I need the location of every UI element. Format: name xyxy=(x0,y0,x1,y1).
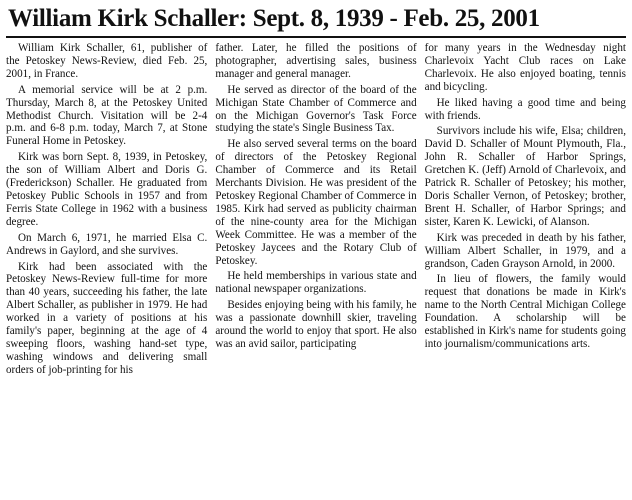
paragraph: father. Later, he filled the positions of photographer, advertising sales, business manager and general manager. xyxy=(215,42,417,80)
column-3 xyxy=(425,42,626,380)
paragraph: William Kirk Schaller, 61, publisher of the Petoskey News-Review, died Feb. 25, 2001, in France. xyxy=(6,42,208,80)
paragraph: Survivors include his wife, Elsa; children, David D. Schaller of Mount Plymouth, Fla., John R. Schaller of Harbor Springs, Gretchen K. (Jeff) Arnold of Charlevoix, and Patrick R. Schaller of Petoskey; his mother, Doris Schaller Vernon, of Petoskey; brother, Brent H. Schaller, of Harbor Springs; and sister, Karen K. Lewicki, of Alanson. xyxy=(424,125,626,228)
paragraph: On March 6, 1971, he married Elsa C. Andrews in Gaylord, and she survives. xyxy=(6,231,208,257)
paragraph: In lieu of flowers, the family would request that donations be made in Kirk's name to the North Central Michigan College Foundation. A scholarship will be established in Kirk's name for students going into journalism/communications arts. xyxy=(424,273,626,350)
paragraph: He also served several terms on the board of directors of the Petoskey Regional Chamber of Commerce and its Retail Merchants Division. He was president of the Petoskey Regional Chamber of Commerce in 1985. Kirk had served as publicity chairman of the nine-county area for the Michigan Week Committee. He was a member of the Petoskey Jaycees and the Rotary Club of Petoskey. xyxy=(215,138,417,267)
paragraph: A memorial service will be at 2 p.m. Thursday, March 8, at the Petoskey United Methodist Church. Visitation will be 2-4 p.m. and 6-8 p.m. today, March 7, at Stone Funeral Home in Petoskey. xyxy=(6,83,208,148)
column-2 xyxy=(215,42,416,380)
paragraph: for many years in the Wednesday night Charlevoix Yacht Club races on Lake Charlevoix. He also enjoyed boating, tennis and bicycling. xyxy=(424,42,626,93)
paragraph: Besides enjoying being with his family, he was a passionate downhill skier, traveling around the world to enjoy that sport. He also was an avid sailor, participating xyxy=(215,299,417,350)
headline-rule xyxy=(6,36,626,38)
column-1 xyxy=(6,42,207,380)
paragraph: He served as director of the board of the Michigan State Chamber of Commerce and on the Michigan Governor's Task Force studying the state's Single Business Tax. xyxy=(215,83,417,135)
paragraph: He liked having a good time and being with friends. xyxy=(424,96,626,122)
paragraph: Kirk had been associated with the Petoskey News-Review full-time for more than 40 years, succeeding his father, the late Albert Schaller, as publisher in 1979. He had worked in a variety of positions at his family's paper, beginning at the age of 4 sweeping floors, washing hand-set type, washing windows and delivering small orders of job-printing for his xyxy=(6,260,208,376)
article-columns xyxy=(6,42,626,380)
paragraph: He held memberships in various state and national newspaper organizations. xyxy=(215,270,417,296)
paragraph: Kirk was born Sept. 8, 1939, in Petoskey, the son of William Albert and Doris G. (Frederickson) Schaller. He graduated from Petoskey Public Schools in 1957 and from Ferris State College in 1962 with a business degree. xyxy=(6,151,208,228)
paragraph: Kirk was preceded in death by his father, William Albert Schaller, in 1979, and a grandson, Caden Grayson Arnold, in 2000. xyxy=(424,231,626,270)
headline: William Kirk Schaller: Sept. 8, 1939 - Feb. 25, 2001 xyxy=(8,5,540,32)
